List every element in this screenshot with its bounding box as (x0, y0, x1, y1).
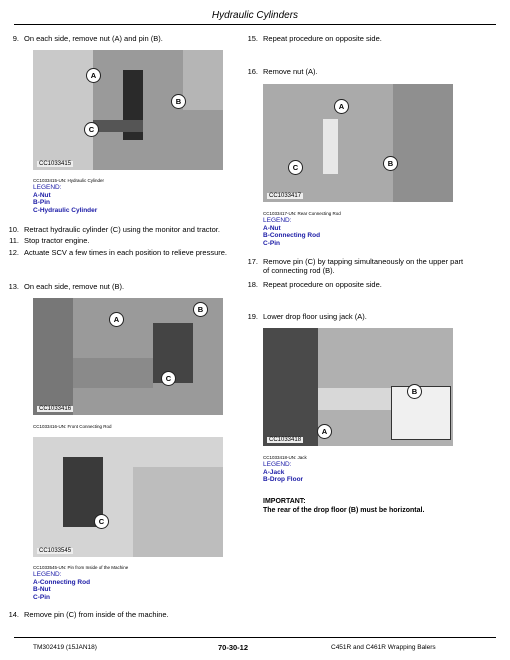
figure-pin-inside-machine (33, 437, 223, 557)
figure-id: CC1033416 (39, 406, 72, 412)
figure-rear-connecting-rod (263, 84, 453, 202)
footer-doc-id: TM302419 (15JAN18) (33, 644, 97, 651)
callout-b: B (407, 384, 422, 399)
figure-hydraulic-cylinder (33, 50, 223, 170)
footer-title: C451R and C461R Wrapping Balers (331, 644, 436, 651)
callout-c: C (94, 514, 109, 529)
callout-b: B (193, 302, 208, 317)
step-11: 11. Stop tractor engine. (9, 236, 90, 245)
step-10: 10. Retract hydraulic cylinder (C) using the monitor and tractor. (8, 225, 220, 234)
figure-jack (263, 328, 453, 446)
step-15: 15. Repeat procedure on opposite side. (247, 34, 382, 43)
figure-id: CC1033545 (39, 548, 72, 554)
figure-id: CC1033415 (39, 161, 72, 167)
important-label: IMPORTANT: (263, 498, 306, 505)
callout-c: C (84, 122, 99, 137)
footer-rule (14, 637, 496, 638)
callout-b: B (383, 156, 398, 171)
step-12: 12. Actuate SCV a few times in each position to relieve pressure. (8, 248, 228, 257)
step-9: 9. On each side, remove nut (A) and pin (B). (12, 34, 163, 43)
important-text: The rear of the drop floor (B) must be horizontal. (263, 507, 425, 514)
important-note (263, 497, 424, 515)
step-19: 19. Lower drop floor using jack (A). (247, 312, 367, 321)
legend-fig3: LEGEND: A-Connecting Rod B-Nut C-Pin (33, 571, 91, 601)
figure-front-connecting-rod (33, 298, 223, 415)
figure-caption: CC1033418-UN: Jack (263, 455, 307, 460)
callout-a: A (109, 312, 124, 327)
figure-id: CC1033418 (269, 437, 302, 443)
legend-fig5: LEGEND: A-Jack B-Drop Floor (263, 461, 304, 483)
callout-c: C (288, 160, 303, 175)
legend-fig4: LEGEND: A-Nut B-Connecting Rod C-Pin (263, 217, 321, 247)
step-13: 13. On each side, remove nut (B). (8, 282, 125, 291)
figure-caption: CC1033545-UN: Pin from Inside of the Machine (33, 565, 129, 570)
callout-a: A (334, 99, 349, 114)
footer-page-number: 70-30-12 (218, 643, 249, 652)
figure-id: CC1033417 (269, 193, 302, 199)
legend-fig1: LEGEND: A-Nut B-Pin C-Hydraulic Cylinder (33, 184, 98, 214)
callout-b: B (171, 94, 186, 109)
header-rule (14, 24, 496, 25)
figure-caption: CC1033415-UN: Hydraulic Cylinder (33, 178, 105, 183)
page-title: Hydraulic Cylinders (211, 10, 299, 21)
step-17: 17. Remove pin (C) by tapping simultaneously on the upper part of connecting rod (B). (247, 257, 464, 275)
figure-caption: CC1033417-UN: Rear Connecting Rod (263, 211, 341, 216)
step-16: 16. Remove nut (A). (247, 67, 318, 76)
callout-c: C (161, 371, 176, 386)
callout-a: A (86, 68, 101, 83)
step-18: 18. Repeat procedure on opposite side. (247, 280, 382, 289)
figure-caption: CC1033416-UN: Front Connecting Rod (33, 424, 112, 429)
callout-a: A (317, 424, 332, 439)
step-14: 14. Remove pin (C) from inside of the machine. (8, 610, 169, 619)
